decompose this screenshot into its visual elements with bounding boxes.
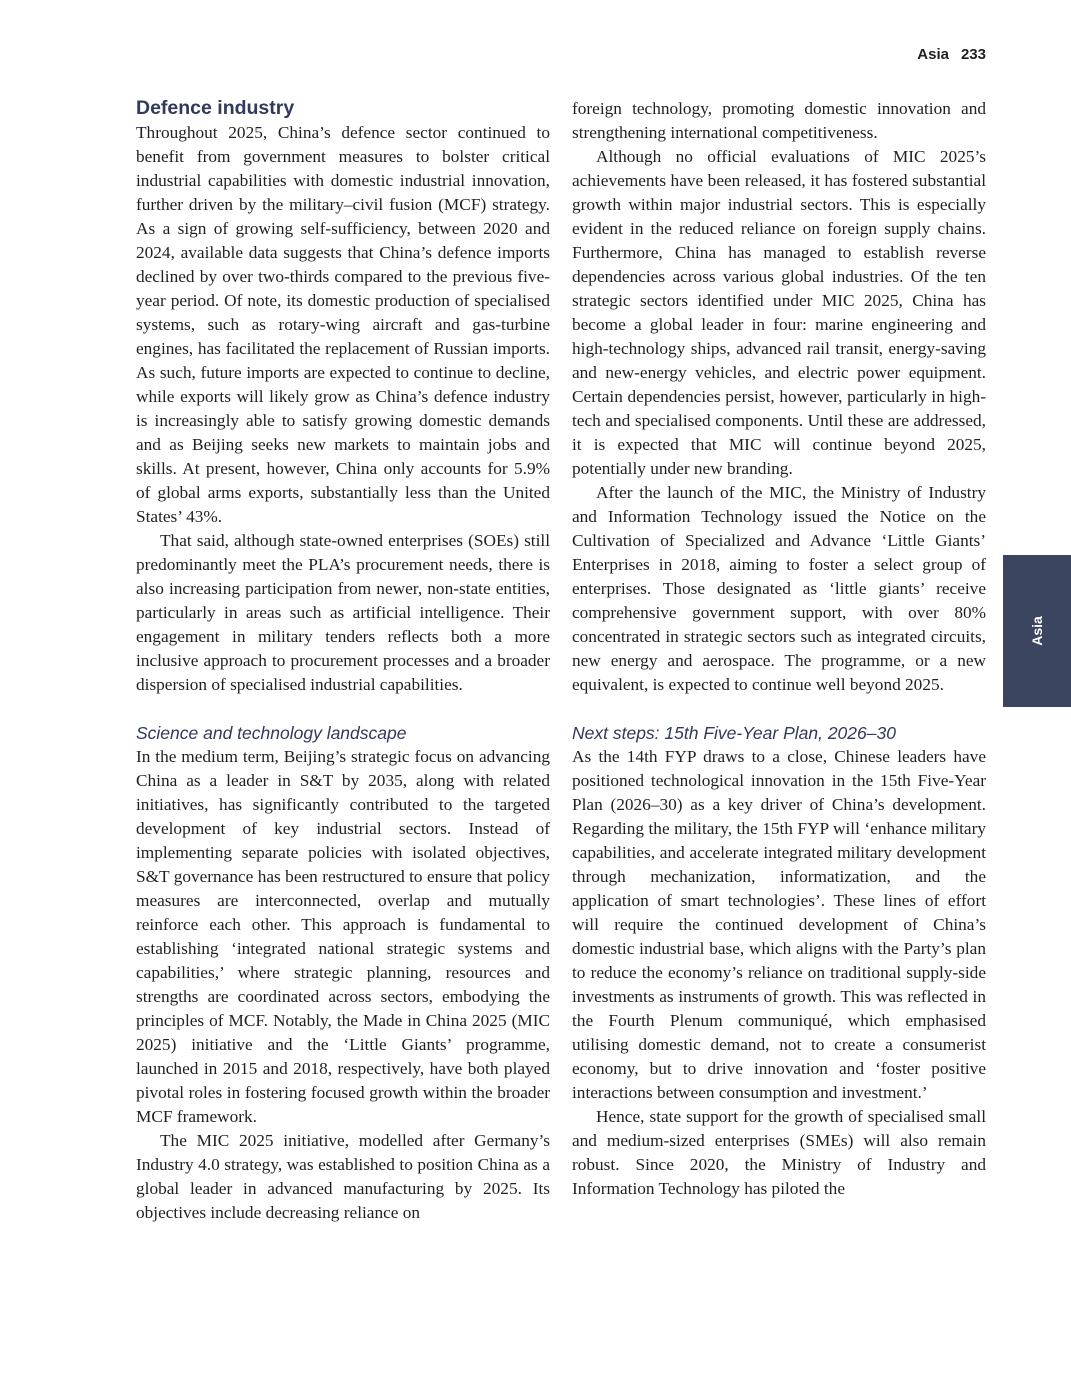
section-side-tab — [1003, 555, 1071, 707]
subheading-next-steps: Next steps: 15th Five-Year Plan, 2026–30 — [572, 723, 896, 743]
page-number: 233 — [960, 46, 986, 63]
side-tab-label: Asia — [1028, 616, 1045, 646]
paragraph: As the 14th FYP draws to a close, Chinese leaders have positioned technological innovation in the 15th Five-Year Plan (2026–30) as a key driver of China’s development. Regarding the military, the 15th FYP will ‘enhance military capabilities, and accelerate integrated military development through mechanization, informatization, and the application of smart technologies’. These lines of effort will require the continued development of China’s domestic industrial base, which aligns with the Party’s plan to reduce the economy’s reliance on traditional supply-side investments as instruments of growth. This was reflected in the Fourth Plenum communiqué, which emphasised utilising domestic demand, not to create a consumerist economy, but to drive innovation and ‘foster positive interactions between consumption and investment.’ — [572, 747, 986, 1102]
paragraph: Although no official evaluations of MIC 2025’s achievements have been released, it has fostered substantial growth within major industrial sectors. This is especially evident in the reduced reliance on foreign supply chains. Furthermore, China has managed to establish reverse dependencies across various global industries. Of the ten strategic sectors identified under MIC 2025, China has become a global leader in four: marine engineering and high-technology ships, advanced rail transit, energy-saving and new-energy vehicles, and electric power equipment. Certain dependencies persist, however, particularly in high-tech and specialised components. Until these are addressed, it is expected that MIC will continue beyond 2025, potentially under new branding. — [572, 147, 986, 478]
paragraph: The MIC 2025 initiative, modelled after Germany’s Industry 4.0 strategy, was established to position China as a global leader in advanced manufacturing by 2025. Its objectives include decreasing reliance on — [136, 1131, 550, 1222]
paragraph: In the medium term, Beijing’s strategic focus on advancing China as a leader in S&T by 2035, along with related initiatives, has significantly contributed to the targeted development of key industrial sectors. Instead of implementing separate policies with isolated objectives, S&T governance has been restructured to ensure that policy measures are interconnected, overlap and mutually reinforce each other. This approach is fundamental to establishing ‘integrated national strategic systems and capabilities,’ where strategic planning, resources and strengths are coordinated across sectors, embodying the principles of MCF. Notably, the Made in China 2025 (MIC 2025) initiative and the ‘Little Giants’ programme, launched in 2015 and 2018, respectively, have both played pivotal roles in fostering focused growth within the broader MCF framework. — [136, 747, 550, 1126]
paragraph: Hence, state support for the growth of specialised small and medium-sized enterprises (SMEs) will also remain robust. Since 2020, the Ministry of Industry and Information Technology has piloted the — [572, 1107, 986, 1198]
left-column — [136, 96, 550, 1225]
running-head — [917, 46, 986, 63]
paragraph: Throughout 2025, China’s defence sector continued to benefit from government measures to bolster critical industrial capabilities with domestic industrial innovation, further driven by the military–civil fusion (MCF) strategy. As a sign of growing self-sufficiency, between 2020 and 2024, available data suggests that China’s defence imports declined by over two-thirds compared to the previous five-year period. Of note, its domestic production of specialised systems, such as rotary-wing aircraft and gas-turbine engines, has facilitated the replacement of Russian imports. As such, future imports are expected to continue to decline, while exports will likely grow as China’s defence industry is increasingly able to satisfy growing domestic demands and as Beijing seeks new markets to maintain jobs and skills. At present, however, China only accounts for 5.9% of global arms exports, substantially less than the United States’ 43%. — [136, 123, 550, 526]
section-heading-defence-industry: Defence industry — [136, 97, 295, 119]
paragraph: That said, although state-owned enterprises (SOEs) still predominantly meet the PLA’s procurement needs, there is also increasing participation from newer, non-state entities, particularly in areas such as artificial intelligence. Their engagement in military tenders reflects both a more inclusive approach to procurement processes and a broader dispersion of specialised industrial capabilities. — [136, 531, 550, 694]
paragraph: After the launch of the MIC, the Ministry of Industry and Information Technology issued the Notice on the Cultivation of Specialized and Advance ‘Little Giants’ Enterprises in 2018, aiming to foster a select group of enterprises. Those designated as ‘little giants’ receive comprehensive government support, with over 80% concentrated in strategic sectors such as integrated circuits, new energy and aerospace. The programme, or a new equivalent, is expected to continue well beyond 2025. — [572, 483, 986, 694]
section-label: Asia — [917, 46, 949, 63]
right-column — [572, 96, 986, 1201]
paragraph: foreign technology, promoting domestic innovation and strengthening international competitiveness. — [572, 99, 986, 142]
subheading-science-technology: Science and technology landscape — [136, 723, 407, 743]
